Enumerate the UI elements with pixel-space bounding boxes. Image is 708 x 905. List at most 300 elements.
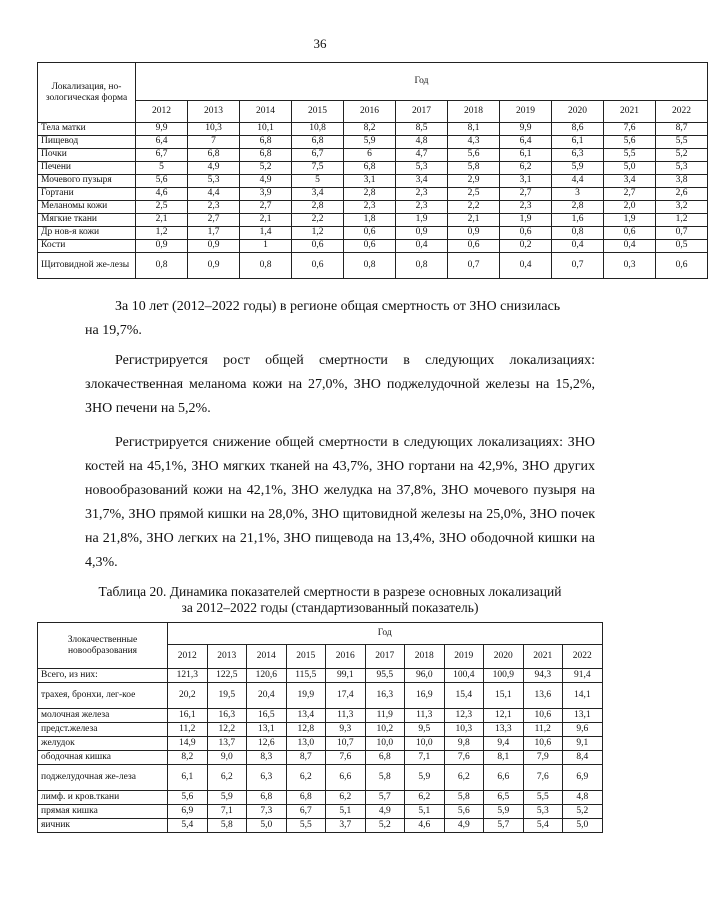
value-cell: 6,2: [207, 765, 247, 791]
value-cell: 8,2: [344, 123, 396, 136]
value-cell: 2,8: [552, 201, 604, 214]
value-cell: 2,8: [292, 201, 344, 214]
value-cell: 8,7: [656, 123, 708, 136]
value-cell: 7,6: [444, 751, 484, 765]
value-cell: 5,3: [396, 162, 448, 175]
table-row: [38, 136, 708, 149]
table-row: [38, 709, 603, 723]
value-cell: 12,8: [286, 723, 326, 737]
value-cell: 5,8: [448, 162, 500, 175]
value-cell: 5,7: [484, 819, 524, 833]
value-cell: 9,5: [405, 723, 445, 737]
value-cell: 0,8: [240, 253, 292, 279]
value-cell: 3,4: [396, 175, 448, 188]
value-cell: 6,2: [326, 791, 366, 805]
value-cell: 12,6: [247, 737, 287, 751]
value-cell: 1,7: [188, 227, 240, 240]
value-cell: 6,8: [286, 791, 326, 805]
value-cell: 5,9: [344, 136, 396, 149]
value-cell: 0,5: [656, 240, 708, 253]
value-cell: 6,6: [326, 765, 366, 791]
value-cell: 6,8: [292, 136, 344, 149]
value-cell: 4,4: [552, 175, 604, 188]
value-cell: 1,2: [292, 227, 344, 240]
value-cell: 8,1: [484, 751, 524, 765]
mortality-dynamics-table: [37, 622, 603, 833]
value-cell: 5,5: [604, 149, 656, 162]
value-cell: 19,5: [207, 683, 247, 709]
year-group-header: Год: [136, 63, 708, 101]
value-cell: 5,6: [448, 149, 500, 162]
value-cell: 5,6: [136, 175, 188, 188]
value-cell: 8,1: [448, 123, 500, 136]
row-label: прямая кишка: [38, 805, 168, 819]
value-cell: 9,8: [444, 737, 484, 751]
value-cell: 3,4: [292, 188, 344, 201]
value-cell: 2,7: [240, 201, 292, 214]
value-cell: 15,4: [444, 683, 484, 709]
value-cell: 6,3: [247, 765, 287, 791]
value-cell: 7,3: [247, 805, 287, 819]
table-row: [38, 765, 603, 791]
value-cell: 1,9: [396, 214, 448, 227]
value-cell: 9,3: [326, 723, 366, 737]
value-cell: 16,9: [405, 683, 445, 709]
value-cell: 2,7: [188, 214, 240, 227]
value-cell: 13,4: [286, 709, 326, 723]
value-cell: 6,2: [405, 791, 445, 805]
value-cell: 4,8: [563, 791, 603, 805]
value-cell: 5,8: [444, 791, 484, 805]
value-cell: 10,6: [523, 737, 563, 751]
value-cell: 1,2: [656, 214, 708, 227]
row-label: Мочевого пузыря: [38, 175, 136, 188]
value-cell: 0,6: [344, 227, 396, 240]
value-cell: 1,4: [240, 227, 292, 240]
year-header-cell: 2020: [484, 645, 524, 669]
value-cell: 10,0: [365, 737, 405, 751]
value-cell: 91,4: [563, 669, 603, 683]
value-cell: 6,4: [500, 136, 552, 149]
value-cell: 96,0: [405, 669, 445, 683]
table-row: [38, 201, 708, 214]
value-cell: 4,9: [444, 819, 484, 833]
table-row: [38, 227, 708, 240]
value-cell: 5,2: [240, 162, 292, 175]
value-cell: 5,6: [168, 791, 208, 805]
value-cell: 5,2: [563, 805, 603, 819]
value-cell: 0,8: [552, 227, 604, 240]
value-cell: 12,3: [444, 709, 484, 723]
value-cell: 7,9: [523, 751, 563, 765]
value-cell: 0,6: [500, 227, 552, 240]
paragraph-total-mortality: [85, 295, 595, 319]
table-row: [38, 819, 603, 833]
caption-line1: Таблица 20. Динамика показателей смертности в разрезе основных локализаций: [98, 584, 562, 599]
value-cell: 5,5: [286, 819, 326, 833]
value-cell: 6,7: [292, 149, 344, 162]
row-label: лимф. и кров.ткани: [38, 791, 168, 805]
row-label: Щитовидной же-лезы: [38, 253, 136, 279]
value-cell: 13,7: [207, 737, 247, 751]
value-cell: 5,5: [656, 136, 708, 149]
value-cell: 5,7: [365, 791, 405, 805]
row-label: трахея, бронхи, лег-кое: [38, 683, 168, 709]
value-cell: 10,8: [292, 123, 344, 136]
value-cell: 8,6: [552, 123, 604, 136]
value-cell: 2,3: [188, 201, 240, 214]
value-cell: 6,2: [444, 765, 484, 791]
value-cell: 6,8: [240, 149, 292, 162]
value-cell: 2,3: [396, 201, 448, 214]
value-cell: 16,3: [207, 709, 247, 723]
row-label: Др нов-я кожи: [38, 227, 136, 240]
value-cell: 6,7: [286, 805, 326, 819]
row-label: ободочная кишка: [38, 751, 168, 765]
value-cell: 9,9: [500, 123, 552, 136]
year-header-cell: 2013: [207, 645, 247, 669]
year-header-cell: 2017: [396, 101, 448, 123]
value-cell: 11,3: [405, 709, 445, 723]
value-cell: 6,6: [484, 765, 524, 791]
value-cell: 10,3: [444, 723, 484, 737]
value-cell: 19,9: [286, 683, 326, 709]
row-label: предст.железа: [38, 723, 168, 737]
value-cell: 11,2: [523, 723, 563, 737]
value-cell: 13,1: [563, 709, 603, 723]
year-header-cell: 2017: [365, 645, 405, 669]
value-cell: 0,4: [500, 253, 552, 279]
table-row: [38, 149, 708, 162]
value-cell: 5,8: [207, 819, 247, 833]
value-cell: 7,1: [405, 751, 445, 765]
value-cell: 99,1: [326, 669, 366, 683]
table-row: [38, 253, 708, 279]
value-cell: 7,6: [326, 751, 366, 765]
year-header-cell: 2014: [240, 101, 292, 123]
value-cell: 5,1: [326, 805, 366, 819]
value-cell: 2,9: [448, 175, 500, 188]
value-cell: 4,6: [405, 819, 445, 833]
value-cell: 7,5: [292, 162, 344, 175]
year-header-cell: 2015: [292, 101, 344, 123]
value-cell: 11,2: [168, 723, 208, 737]
year-header-cell: 2016: [326, 645, 366, 669]
row-label: Всего, из них:: [38, 669, 168, 683]
mortality-table-by-localization: [37, 62, 708, 279]
value-cell: 1,2: [136, 227, 188, 240]
year-header-cell: 2020: [552, 101, 604, 123]
value-cell: 2,7: [604, 188, 656, 201]
value-cell: 1,6: [552, 214, 604, 227]
value-cell: 4,9: [240, 175, 292, 188]
value-cell: 6,8: [240, 136, 292, 149]
value-cell: 9,0: [207, 751, 247, 765]
value-cell: 5,4: [523, 819, 563, 833]
value-cell: 20,2: [168, 683, 208, 709]
value-cell: 16,5: [247, 709, 287, 723]
value-cell: 122,5: [207, 669, 247, 683]
value-cell: 5,1: [405, 805, 445, 819]
value-cell: 17,4: [326, 683, 366, 709]
value-cell: 3,7: [326, 819, 366, 833]
value-cell: 94,3: [523, 669, 563, 683]
value-cell: 4,7: [396, 149, 448, 162]
value-cell: 4,9: [188, 162, 240, 175]
row-label: яичник: [38, 819, 168, 833]
paragraph-growth: Регистрируется рост общей смертности в следующих локализациях: злокачественная меланома кожи на 27,0%, ЗНО поджелудочной железы на 15,2%, ЗНО печени на 5,2%.: [85, 353, 595, 416]
value-cell: 5,2: [365, 819, 405, 833]
row-label: Почки: [38, 149, 136, 162]
value-cell: 6,8: [247, 791, 287, 805]
value-cell: 10,0: [405, 737, 445, 751]
value-cell: 5,9: [207, 791, 247, 805]
value-cell: 6,4: [136, 136, 188, 149]
year-header-row: [38, 101, 708, 123]
value-cell: 121,3: [168, 669, 208, 683]
value-cell: 5,2: [656, 149, 708, 162]
value-cell: 5,0: [247, 819, 287, 833]
value-cell: 0,9: [188, 240, 240, 253]
paragraph-total-line1: За 10 лет (2012–2022 годы) в регионе общая смертность от ЗНО снизилась: [115, 299, 561, 314]
value-cell: 16,1: [168, 709, 208, 723]
table-row: [38, 751, 603, 765]
value-cell: 5,4: [168, 819, 208, 833]
value-cell: 13,6: [523, 683, 563, 709]
value-cell: 100,4: [444, 669, 484, 683]
year-header-cell: 2021: [604, 101, 656, 123]
value-cell: 0,6: [292, 253, 344, 279]
value-cell: 5: [292, 175, 344, 188]
value-cell: 7,1: [207, 805, 247, 819]
value-cell: 6,5: [484, 791, 524, 805]
value-cell: 0,8: [344, 253, 396, 279]
year-header-cell: 2022: [563, 645, 603, 669]
value-cell: 5,9: [552, 162, 604, 175]
row-label: Гортани: [38, 188, 136, 201]
value-cell: 14,9: [168, 737, 208, 751]
value-cell: 0,6: [292, 240, 344, 253]
value-cell: 2,7: [500, 188, 552, 201]
value-cell: 5,0: [604, 162, 656, 175]
page-number: 36: [313, 36, 327, 51]
table-row: [38, 162, 708, 175]
table-row: [38, 188, 708, 201]
value-cell: 16,3: [365, 683, 405, 709]
value-cell: 12,1: [484, 709, 524, 723]
table-row: [38, 240, 708, 253]
value-cell: 4,4: [188, 188, 240, 201]
table-row: [38, 175, 708, 188]
value-cell: 2,1: [240, 214, 292, 227]
value-cell: 120,6: [247, 669, 287, 683]
value-cell: 5,5: [523, 791, 563, 805]
value-cell: 10,7: [326, 737, 366, 751]
value-cell: 6,8: [365, 751, 405, 765]
value-cell: 0,7: [656, 227, 708, 240]
value-cell: 7,6: [523, 765, 563, 791]
value-cell: 0,6: [448, 240, 500, 253]
value-cell: 6,2: [500, 162, 552, 175]
value-cell: 5,3: [188, 175, 240, 188]
value-cell: 11,9: [365, 709, 405, 723]
year-header-cell: 2014: [247, 645, 287, 669]
value-cell: 10,2: [365, 723, 405, 737]
value-cell: 2,5: [136, 201, 188, 214]
table20-caption: [70, 584, 590, 616]
value-cell: 3,1: [500, 175, 552, 188]
value-cell: 3,4: [604, 175, 656, 188]
value-cell: 5,9: [405, 765, 445, 791]
value-cell: 2,3: [500, 201, 552, 214]
value-cell: 5,9: [484, 805, 524, 819]
value-cell: 8,7: [286, 751, 326, 765]
year-header-cell: 2012: [136, 101, 188, 123]
value-cell: 5,6: [604, 136, 656, 149]
value-cell: 8,4: [563, 751, 603, 765]
value-cell: 1,9: [500, 214, 552, 227]
value-cell: 9,1: [563, 737, 603, 751]
value-cell: 0,7: [448, 253, 500, 279]
neoplasm-header: Злокачественные новообразования: [38, 623, 168, 669]
value-cell: 0,6: [344, 240, 396, 253]
value-cell: 0,9: [396, 227, 448, 240]
value-cell: 115,5: [286, 669, 326, 683]
localization-header: Локализация, но-зологическая форма: [38, 63, 136, 123]
value-cell: 0,4: [552, 240, 604, 253]
value-cell: 9,9: [136, 123, 188, 136]
value-cell: 13,1: [247, 723, 287, 737]
value-cell: 10,6: [523, 709, 563, 723]
year-header-cell: 2022: [656, 101, 708, 123]
value-cell: 95,5: [365, 669, 405, 683]
value-cell: 10,1: [240, 123, 292, 136]
value-cell: 14,1: [563, 683, 603, 709]
value-cell: 2,1: [136, 214, 188, 227]
value-cell: 6,3: [552, 149, 604, 162]
row-label: Мягкие ткани: [38, 214, 136, 227]
year-header-cell: 2019: [444, 645, 484, 669]
value-cell: 13,0: [286, 737, 326, 751]
value-cell: 8,3: [247, 751, 287, 765]
value-cell: 0,6: [656, 253, 708, 279]
year-header-cell: 2019: [500, 101, 552, 123]
caption-line2: за 2012–2022 годы (стандартизованный показатель): [181, 600, 479, 615]
value-cell: 0,8: [396, 253, 448, 279]
value-cell: 5,0: [563, 819, 603, 833]
value-cell: 5,6: [444, 805, 484, 819]
row-label: Кости: [38, 240, 136, 253]
value-cell: 6,2: [286, 765, 326, 791]
paragraph-total-line2-wrap: [85, 319, 595, 343]
value-cell: 4,9: [365, 805, 405, 819]
value-cell: 0,8: [136, 253, 188, 279]
row-label: Печени: [38, 162, 136, 175]
value-cell: 5,3: [656, 162, 708, 175]
value-cell: 2,3: [396, 188, 448, 201]
value-cell: 0,2: [500, 240, 552, 253]
value-cell: 8,5: [396, 123, 448, 136]
value-cell: 8,2: [168, 751, 208, 765]
value-cell: 6,9: [563, 765, 603, 791]
table-row: [38, 737, 603, 751]
value-cell: 7: [188, 136, 240, 149]
value-cell: 1,8: [344, 214, 396, 227]
value-cell: 0,9: [136, 240, 188, 253]
value-cell: 5: [136, 162, 188, 175]
value-cell: 2,8: [344, 188, 396, 201]
value-cell: 6,9: [168, 805, 208, 819]
value-cell: 6,8: [344, 162, 396, 175]
value-cell: 0,4: [396, 240, 448, 253]
value-cell: 15,1: [484, 683, 524, 709]
table-row: [38, 805, 603, 819]
paragraph-total-line2: на 19,7%.: [85, 323, 142, 338]
value-cell: 6,1: [168, 765, 208, 791]
value-cell: 7,6: [604, 123, 656, 136]
value-cell: 3,9: [240, 188, 292, 201]
value-cell: 5,3: [523, 805, 563, 819]
value-cell: 12,2: [207, 723, 247, 737]
value-cell: 0,9: [448, 227, 500, 240]
year-header-cell: 2016: [344, 101, 396, 123]
year-header-cell: 2018: [448, 101, 500, 123]
value-cell: 3,1: [344, 175, 396, 188]
year-group-header-2: Год: [168, 623, 603, 645]
value-cell: 3,2: [656, 201, 708, 214]
year-header-cell: 2021: [523, 645, 563, 669]
value-cell: 2,6: [656, 188, 708, 201]
value-cell: 6,1: [552, 136, 604, 149]
row-label: Тела матки: [38, 123, 136, 136]
table-row: [38, 123, 708, 136]
value-cell: 1,9: [604, 214, 656, 227]
value-cell: 2,3: [344, 201, 396, 214]
table-row: [38, 214, 708, 227]
value-cell: 4,8: [396, 136, 448, 149]
value-cell: 2,5: [448, 188, 500, 201]
row-label: молочная железа: [38, 709, 168, 723]
year-header-cell: 2013: [188, 101, 240, 123]
value-cell: 6: [344, 149, 396, 162]
value-cell: 0,4: [604, 240, 656, 253]
value-cell: 9,6: [563, 723, 603, 737]
value-cell: 9,4: [484, 737, 524, 751]
year-header-cell: 2015: [286, 645, 326, 669]
value-cell: 6,8: [188, 149, 240, 162]
table-row: [38, 723, 603, 737]
year-header-cell: 2018: [405, 645, 445, 669]
value-cell: 0,7: [552, 253, 604, 279]
value-cell: 0,6: [604, 227, 656, 240]
value-cell: 100,9: [484, 669, 524, 683]
value-cell: 1: [240, 240, 292, 253]
row-label: поджелудочная же-леза: [38, 765, 168, 791]
value-cell: 10,3: [188, 123, 240, 136]
value-cell: 4,6: [136, 188, 188, 201]
value-cell: 6,1: [500, 149, 552, 162]
value-cell: 3,8: [656, 175, 708, 188]
value-cell: 5,8: [365, 765, 405, 791]
value-cell: 3: [552, 188, 604, 201]
table-row: [38, 683, 603, 709]
value-cell: 0,9: [188, 253, 240, 279]
value-cell: 4,3: [448, 136, 500, 149]
row-label: Пищевод: [38, 136, 136, 149]
value-cell: 11,3: [326, 709, 366, 723]
paragraph-decline: Регистрируется снижение общей смертности в следующих локализациях: ЗНО костей на 45,1%, ЗНО мягких тканей на 43,7%, ЗНО гортани на 42,9%, ЗНО других новообразований кожи на 42,1%, ЗНО желудка на 37,8%, ЗНО мочевого пузыря на 31,7%, ЗНО прямой кишки на 28,0%, ЗНО щитовидной железы на 25,0%, ЗНО почек на 21,8%, ЗНО легких на 21,1%, ЗНО пищевода на 13,4%, ЗНО ободочной кишки на 4,3%.: [85, 435, 595, 570]
value-cell: 6,7: [136, 149, 188, 162]
